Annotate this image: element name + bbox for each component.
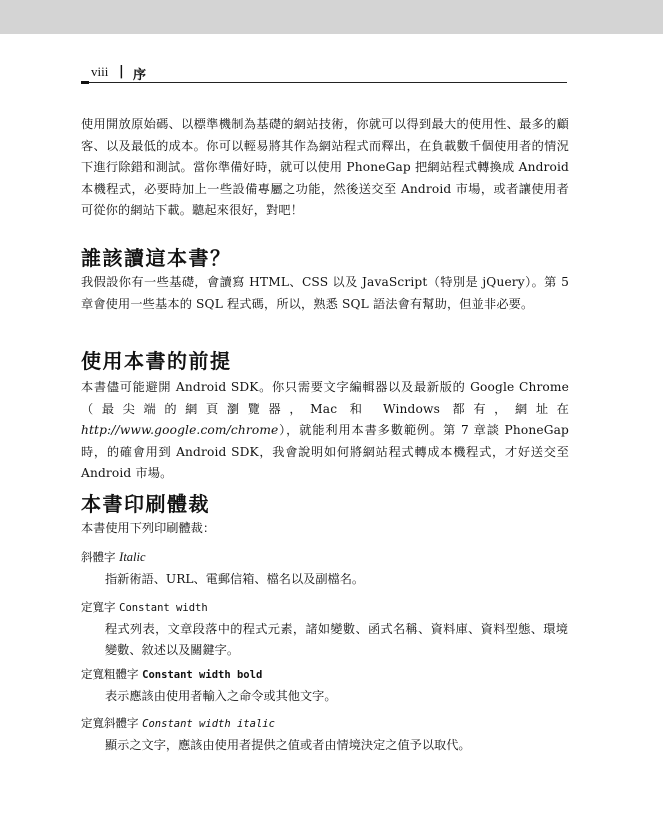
section-heading-audience: 誰該讀這本書？ [81,246,232,270]
chapter-title: 序 [133,68,147,83]
convention-term-constant-width [81,599,208,616]
prerequisites-text-1: 本書儘可能避開 Android SDK。你只需要文字編輯器以及最新版的 Google Chrome（最尖端的網頁瀏覽器，Mac 和 Windows 都有，網址在 [81,380,569,416]
term-sample-constant-width-italic: Constant width italic [142,718,275,730]
term-label: 斜體字 [81,550,116,564]
prerequisites-text-2: ），就能利用本書多數範例。第 7 章談 PhoneGap 時，的確會用到 Android SDK，我會說明如何將網站程式轉成本機程式，才好送交至 Android 市場。 [81,423,569,480]
section-heading-prerequisites: 使用本書的前提 [81,349,232,373]
page-number: viii [91,64,109,79]
convention-desc-italic: 指新術語、URL、電郵信箱、檔名以及副檔名。 [105,572,365,586]
running-head-separator: | [119,64,124,79]
chrome-url: http://www.google.com/chrome [81,423,279,437]
intro-paragraph: 使用開放原始碼、以標準機制為基礎的網站技術，你就可以得到最大的使用性、最多的顧客、以及最低的成本。你可以輕易將其作為網站程式而釋出，在負載數千個使用者的情況下進行除錯和測試。當你準備好時，就可以使用 PhoneGap 把網站程式轉換成 Android 本機程式，必要時加上一些設備專屬之功能，然後送交至 Android 市場，或者讓使用者可從你的網站下載。聽起來很好，對吧！ [81,117,569,217]
convention-desc-constant-width-italic: 顯示之文字，應該由使用者提供之值或者由情境決定之值予以取代。 [105,738,471,752]
term-sample-constant-width: Constant width [119,602,208,614]
term-label: 定寬粗體字 [81,667,139,681]
conventions-lead: 本書使用下列印刷體裁： [81,521,216,535]
running-head [81,64,567,83]
top-margin-band [0,0,663,34]
convention-term-constant-width-italic [81,715,275,732]
prerequisites-paragraph [81,377,569,485]
section-heading-conventions: 本書印刷體裁 [81,492,210,516]
convention-term-italic [81,549,146,565]
term-sample-constant-width-bold: Constant width bold [142,669,263,681]
convention-term-constant-width-bold [81,666,262,683]
term-label: 定寬斜體字 [81,716,139,730]
convention-desc-constant-width: 程式列表，文章段落中的程式元素，諸如變數、函式名稱、資料庫、資料型態、環境變數、敘述以及關鍵字。 [105,622,568,657]
term-label: 定寬字 [81,600,116,614]
convention-desc-constant-width-bold: 表示應該由使用者輸入之命令或其他文字。 [105,689,337,703]
audience-paragraph: 我假設你有一些基礎，會讀寫 HTML、CSS 以及 JavaScript（特別是 jQuery）。第 5 章會使用一些基本的 SQL 程式碼，所以，熟悉 SQL 語法會有幫助，但並非必要。 [81,275,569,311]
term-sample-italic: Italic [119,550,146,564]
rule-start-mark [81,81,89,84]
